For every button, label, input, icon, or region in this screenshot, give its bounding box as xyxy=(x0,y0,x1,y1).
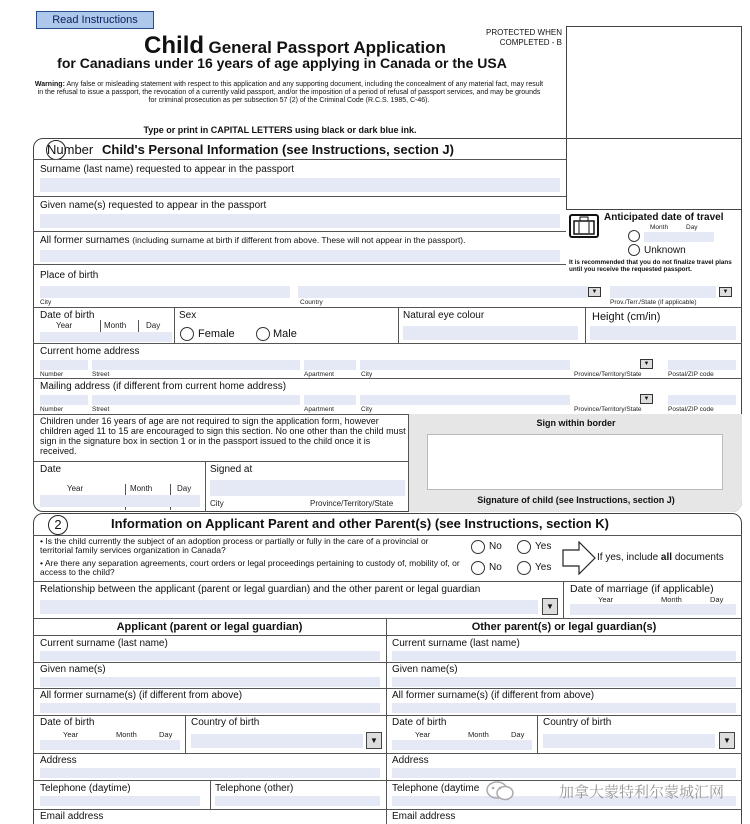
divider xyxy=(33,159,566,160)
divider xyxy=(33,196,566,197)
travel-month: Month xyxy=(650,224,669,231)
oth-dob-label: Date of birth xyxy=(392,717,447,728)
divider xyxy=(585,307,586,343)
app-address-label: Address xyxy=(40,755,77,766)
oth-former-field[interactable] xyxy=(392,703,736,713)
dob-month: Month xyxy=(104,321,127,330)
section-1-title: Child's Personal Information (see Instructions, section J) xyxy=(102,142,454,157)
title-child: Child xyxy=(144,32,205,59)
divider xyxy=(185,715,186,753)
marriage-day: Day xyxy=(710,595,724,604)
app-given-label: Given name(s) xyxy=(40,664,106,675)
app-dob-month: Month xyxy=(116,730,137,739)
sign-date-field[interactable] xyxy=(40,495,200,507)
travel-unknown-label: Unknown xyxy=(644,245,686,256)
home-postal-field[interactable] xyxy=(668,360,736,370)
sign-year: Year xyxy=(67,484,84,493)
divider xyxy=(33,581,742,582)
home-city-sublabel: City xyxy=(361,371,373,378)
relationship-dropdown[interactable]: ▼ xyxy=(542,598,558,615)
divider xyxy=(33,343,742,344)
suitcase-icon xyxy=(569,214,599,238)
prov-sublabel: Prov./Terr./State (if applicable) xyxy=(610,299,697,306)
children-note: Children under 16 years of age are not required to sign the application form, however children aged 11 to 15 are encouraged to sign this section. No one other than the child must sign in the signature box in section 1 or in the passport issued to the child once it is received. xyxy=(40,416,406,456)
marriage-month: Month xyxy=(661,595,682,604)
wechat-icon xyxy=(486,780,514,802)
former-label xyxy=(40,235,466,246)
oth-dob-year: Year xyxy=(415,730,431,739)
divider xyxy=(33,662,742,663)
home-address-label: Current home address xyxy=(40,346,140,357)
city-sublabel: City xyxy=(40,299,52,306)
oth-former-label: All former surname(s) (if different from above) xyxy=(392,690,595,701)
signature-area xyxy=(408,414,742,512)
mail-postal-sublabel: Postal/ZIP code xyxy=(668,406,714,413)
birth-city-field[interactable] xyxy=(40,286,290,298)
birth-country-field[interactable] xyxy=(298,286,588,298)
protected-label: PROTECTED WHEN COMPLETED - B xyxy=(486,28,562,47)
birth-country-dropdown[interactable]: ▼ xyxy=(588,287,601,297)
app-dob-label: Date of birth xyxy=(40,717,95,728)
app-address-field[interactable] xyxy=(40,768,380,778)
watermark-text: 加拿大蒙特利尔蒙城汇网 xyxy=(558,784,724,801)
warning-body: Any false or misleading statement with respect to this application and any supporting document, including the concealment of any material fact, may result in the refusal to issue a passport, the revocation of a currently valid passport, and/or the imposition of a period of refusal of passport services, and may be grounds for criminal prosecution as per subsection 57 (2) of the Criminal Code (R.C.S. 1985, C-46). xyxy=(37,81,544,104)
former-label-main: All former surnames xyxy=(40,235,130,246)
divider xyxy=(33,688,742,689)
section-1-number: Number xyxy=(46,140,66,160)
mail-apt-sublabel: Apartment xyxy=(304,406,334,413)
home-postal-sublabel: Postal/ZIP code xyxy=(668,371,714,378)
place-birth-label: Place of birth xyxy=(40,270,99,281)
home-street-field[interactable] xyxy=(92,360,300,370)
app-tel-other-field[interactable] xyxy=(215,796,380,806)
title-rest: General Passport Application xyxy=(208,38,446,57)
warning-label: Warning: xyxy=(34,81,65,88)
male-label: Male xyxy=(273,328,297,340)
app-country-label: Country of birth xyxy=(191,717,260,728)
app-former-label: All former surname(s) (if different from above) xyxy=(40,690,243,701)
divider xyxy=(33,378,742,379)
divider xyxy=(210,780,211,810)
oth-given-label: Given name(s) xyxy=(392,664,458,675)
mail-number-sublabel: Number xyxy=(40,406,64,413)
app-tel-other-label: Telephone (other) xyxy=(215,783,294,794)
warning-text xyxy=(34,81,544,105)
mail-city-field[interactable] xyxy=(360,395,570,405)
q1-yes-label: Yes xyxy=(535,541,552,552)
relationship-field[interactable] xyxy=(40,600,538,614)
travel-date-radio[interactable] xyxy=(628,230,640,242)
travel-date-field[interactable] xyxy=(644,232,714,242)
divider xyxy=(398,307,399,343)
app-tel-day-field[interactable] xyxy=(40,796,200,806)
oth-country-field[interactable] xyxy=(543,734,715,748)
q1-yes-radio[interactable] xyxy=(517,540,531,554)
oth-country-dropdown[interactable]: ▼ xyxy=(719,732,735,749)
mail-street-sublabel: Street xyxy=(92,406,110,413)
divider xyxy=(563,581,564,618)
column-divider xyxy=(386,618,387,824)
eye-label: Natural eye colour xyxy=(403,310,485,321)
section-2-number: 2 xyxy=(48,515,68,535)
country-sublabel: Country xyxy=(300,299,323,306)
eye-field[interactable] xyxy=(403,326,578,340)
given-label: Given name(s) requested to appear in the passport xyxy=(40,200,267,211)
include-docs-note xyxy=(597,552,724,563)
home-prov-sublabel: Province/Territory/State xyxy=(574,371,642,378)
dob-year: Year xyxy=(56,321,73,330)
oth-dob-field[interactable] xyxy=(392,740,532,750)
home-apt-sublabel: Apartment xyxy=(304,371,334,378)
former-field[interactable] xyxy=(40,250,560,262)
oth-dob-day: Day xyxy=(511,730,525,739)
sign-month: Month xyxy=(130,484,153,493)
given-field[interactable] xyxy=(40,214,560,228)
include-docs-pre: If yes, include xyxy=(597,552,661,563)
divider xyxy=(33,231,566,232)
mail-apt-field[interactable] xyxy=(304,395,356,405)
home-number-sublabel: Number xyxy=(40,371,64,378)
arrow-icon xyxy=(562,541,596,575)
oth-email-label: Email address xyxy=(392,811,456,822)
surname-field[interactable] xyxy=(40,178,560,192)
type-instruction: Type or print in CAPITAL LETTERS using black or dark blue ink. xyxy=(143,125,417,135)
mail-prov-sublabel: Province/Territory/State xyxy=(574,406,642,413)
app-country-field[interactable] xyxy=(191,734,363,748)
section-1-header xyxy=(44,140,564,160)
mail-number-field[interactable] xyxy=(40,395,88,405)
question-1-text: Is the child currently the subject of an adoption process or partially or fully in the care of a provincial or territorial family services organization in Canada? xyxy=(40,536,429,555)
suitcase-icon-svg xyxy=(571,216,597,236)
travel-title: Anticipated date of travel xyxy=(604,212,724,223)
female-label: Female xyxy=(198,328,235,340)
mail-address-label: Mailing address (if different from current home address) xyxy=(40,381,287,392)
dob-label: Date of birth xyxy=(40,310,95,321)
question-1: • Is the child currently the subject of an adoption process or partially or fully in the care of a provincial or territorial family services organization in Canada? xyxy=(40,536,429,555)
marriage-label: Date of marriage (if applicable) xyxy=(570,583,714,595)
question-2-text: Are there any separation agreements, court orders or legal proceedings pertaining to custody of, mobility of, or access to the child? xyxy=(40,558,460,577)
height-field[interactable] xyxy=(590,326,736,340)
mail-city-sublabel: City xyxy=(361,406,373,413)
oth-country-label: Country of birth xyxy=(543,717,612,728)
app-surname-label: Current surname (last name) xyxy=(40,638,168,649)
q2-no-radio[interactable] xyxy=(471,561,485,575)
marriage-year: Year xyxy=(598,595,614,604)
q2-no-label: No xyxy=(489,562,502,573)
oth-surname-field[interactable] xyxy=(392,651,736,661)
app-dob-day: Day xyxy=(159,730,173,739)
divider xyxy=(33,635,742,636)
former-note: (including surname at birth if different from above. These will not appear in the passport). xyxy=(132,235,466,245)
divider xyxy=(33,715,742,716)
section-2-title: Information on Applicant Parent and other Parent(s) (see Instructions, section K) xyxy=(111,516,609,531)
travel-unknown-radio[interactable] xyxy=(628,244,640,256)
sign-within-label: Sign within border xyxy=(536,418,616,428)
oth-dob-month: Month xyxy=(468,730,489,739)
travel-box xyxy=(566,210,742,284)
divider xyxy=(33,809,742,810)
oth-given-field[interactable] xyxy=(392,677,736,687)
birth-prov-field[interactable] xyxy=(610,286,716,298)
app-former-field[interactable] xyxy=(40,703,380,713)
q2-yes-label: Yes xyxy=(535,562,552,573)
include-docs-post: documents xyxy=(672,552,724,563)
read-instructions-button[interactable]: Read Instructions xyxy=(36,11,154,29)
signature-child-label: Signature of child (see Instructions, section J) xyxy=(477,495,675,505)
q1-no-label: No xyxy=(489,541,502,552)
signed-at-prov: Province/Territory/State xyxy=(310,499,394,508)
form-subtitle: for Canadians under 16 years of age applying in Canada or the USA xyxy=(57,55,507,71)
wechat-icon-svg xyxy=(486,780,514,802)
home-city-field[interactable] xyxy=(360,360,570,370)
divider xyxy=(33,618,742,619)
female-radio[interactable] xyxy=(180,327,194,341)
question-2: • Are there any separation agreements, court orders or legal proceedings pertaining to custody of, mobility of, or access to the child? xyxy=(40,558,460,577)
divider xyxy=(33,307,742,308)
oth-address-label: Address xyxy=(392,755,429,766)
mail-postal-field[interactable] xyxy=(668,395,736,405)
male-radio[interactable] xyxy=(256,327,270,341)
home-number-field[interactable] xyxy=(40,360,88,370)
signed-at-label: Signed at xyxy=(210,464,253,475)
include-docs-all: all xyxy=(660,552,673,563)
sex-label: Sex xyxy=(179,310,197,321)
oth-tel-day-label: Telephone (daytime xyxy=(392,783,480,794)
app-dob-field[interactable] xyxy=(40,740,180,750)
divider xyxy=(33,753,742,754)
signed-at-city: City xyxy=(210,499,224,508)
surname-label: Surname (last name) requested to appear in the passport xyxy=(40,164,295,175)
divider xyxy=(33,264,566,265)
app-given-field[interactable] xyxy=(40,677,380,687)
divider xyxy=(537,715,538,753)
sign-day: Day xyxy=(177,484,192,493)
mail-prov-dropdown[interactable]: ▼ xyxy=(640,394,653,404)
home-street-sublabel: Street xyxy=(92,371,110,378)
mail-street-field[interactable] xyxy=(92,395,300,405)
applicant-heading: Applicant (parent or legal guardian) xyxy=(116,621,303,633)
signature-box[interactable] xyxy=(427,434,723,490)
other-parent-heading: Other parent(s) or legal guardian(s) xyxy=(471,621,657,633)
sign-date-label: Date xyxy=(40,464,62,475)
app-country-dropdown[interactable]: ▼ xyxy=(366,732,382,749)
dob-day: Day xyxy=(146,321,161,330)
divider xyxy=(174,307,175,343)
oth-address-field[interactable] xyxy=(392,768,736,778)
app-dob-year: Year xyxy=(63,730,79,739)
signed-at-field[interactable] xyxy=(210,480,405,496)
marriage-field[interactable] xyxy=(570,604,736,615)
height-label: Height (cm/in) xyxy=(592,311,661,323)
app-surname-field[interactable] xyxy=(40,651,380,661)
home-prov-dropdown[interactable]: ▼ xyxy=(640,359,653,369)
home-apt-field[interactable] xyxy=(304,360,356,370)
q2-yes-radio[interactable] xyxy=(517,561,531,575)
divider xyxy=(205,461,206,512)
travel-day: Day xyxy=(686,224,698,231)
birth-prov-dropdown[interactable]: ▼ xyxy=(719,287,732,297)
divider xyxy=(33,461,408,462)
travel-note: It is recommended that you do not finalize travel plans until you receive the requested passport. xyxy=(569,259,732,273)
app-email-label: Email address xyxy=(40,811,104,822)
oth-surname-label: Current surname (last name) xyxy=(392,638,520,649)
q1-no-radio[interactable] xyxy=(471,540,485,554)
app-tel-day-label: Telephone (daytime) xyxy=(40,783,131,794)
dob-field[interactable] xyxy=(40,332,172,342)
relationship-label: Relationship between the applicant (parent or legal guardian) and the other parent or legal guardian xyxy=(40,584,481,595)
